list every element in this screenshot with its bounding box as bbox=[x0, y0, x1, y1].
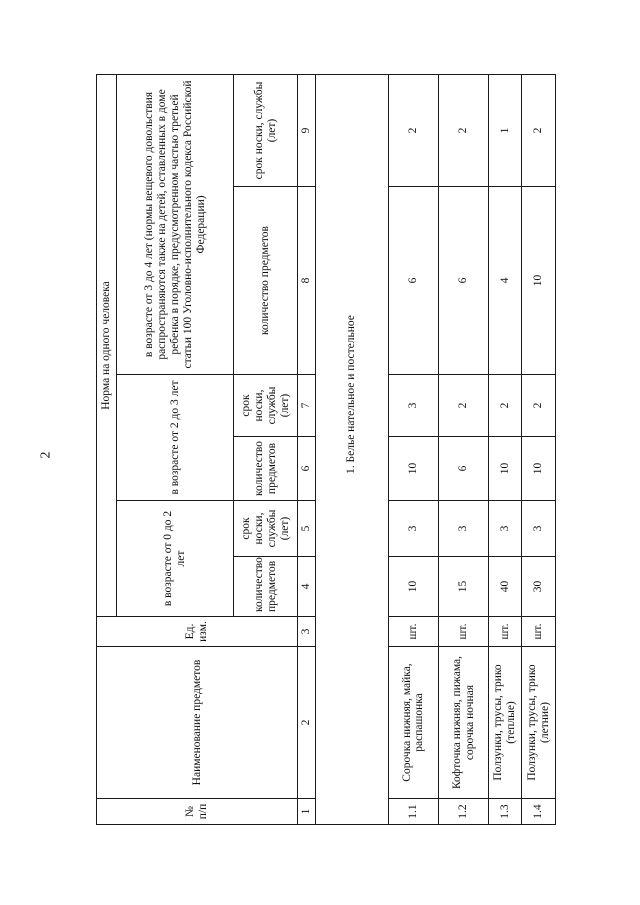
table-row bbox=[522, 74, 556, 824]
age-group-3-4: в возрасте от 3 до 4 лет (нормы вещевого довольствия распространяются также на детей, оставленных в доме ребенка в порядке, предусмотренном частью третьей статьи 100 Уголовно-исполнительного кодекса Российской Федерации) bbox=[116, 74, 234, 374]
row-num: 1.2 bbox=[439, 799, 489, 825]
column-number: 5 bbox=[298, 501, 315, 557]
age-group-0-2: в возрасте от 0 до 2 лет bbox=[116, 501, 234, 617]
row-term-1: 3 bbox=[489, 501, 522, 557]
row-qty-1: 30 bbox=[522, 557, 556, 617]
row-unit: шт. bbox=[439, 617, 489, 647]
row-term-3: 2 bbox=[388, 74, 438, 186]
row-unit: шт. bbox=[522, 617, 556, 647]
row-term-1: 3 bbox=[388, 501, 438, 557]
clothing-norms-table bbox=[96, 74, 556, 825]
header-norm: Норма на одного человека bbox=[97, 74, 117, 616]
header-row-1 bbox=[97, 74, 117, 824]
section-title: 1. Белье нательное и постельное bbox=[315, 74, 388, 824]
row-term-1: 3 bbox=[522, 501, 556, 557]
row-qty-2: 10 bbox=[489, 437, 522, 501]
row-qty-3: 4 bbox=[489, 187, 522, 375]
row-qty-1: 40 bbox=[489, 557, 522, 617]
qty-header-3: количество предметов bbox=[234, 187, 298, 375]
row-name: Ползунки, трусы, трико (летние) bbox=[522, 647, 556, 799]
column-number: 3 bbox=[298, 617, 315, 647]
column-number: 9 bbox=[298, 74, 315, 186]
column-number: 1 bbox=[298, 799, 315, 825]
row-qty-3: 6 bbox=[388, 187, 438, 375]
column-number-row bbox=[298, 74, 315, 824]
term-header-3: срок носки, службы (лет) bbox=[234, 74, 298, 186]
qty-header-1: количество предметов bbox=[234, 557, 298, 617]
column-number: 8 bbox=[298, 187, 315, 375]
row-qty-1: 10 bbox=[388, 557, 438, 617]
header-num: № п/п bbox=[97, 799, 298, 825]
row-num: 1.4 bbox=[522, 799, 556, 825]
column-number: 4 bbox=[298, 557, 315, 617]
age-group-2-3: в возрасте от 2 до 3 лет bbox=[116, 375, 234, 501]
column-number: 7 bbox=[298, 375, 315, 437]
row-term-2: 2 bbox=[489, 375, 522, 437]
row-name: Сорочка нижняя, майка, распашонка bbox=[388, 647, 438, 799]
term-header-2: срок носки, службы (лет) bbox=[234, 375, 298, 437]
row-name: Ползунки, трусы, трико (теплые) bbox=[489, 647, 522, 799]
row-term-2: 2 bbox=[439, 375, 489, 437]
rotated-landscape-page bbox=[96, 75, 556, 825]
row-term-2: 2 bbox=[522, 375, 556, 437]
qty-header-2: количество предметов bbox=[234, 437, 298, 501]
row-term-2: 3 bbox=[388, 375, 438, 437]
table-row bbox=[489, 74, 522, 824]
row-term-3: 2 bbox=[522, 74, 556, 186]
table-row bbox=[388, 74, 438, 824]
row-term-3: 2 bbox=[439, 74, 489, 186]
row-qty-3: 10 bbox=[522, 187, 556, 375]
column-number: 6 bbox=[298, 437, 315, 501]
row-qty-2: 10 bbox=[522, 437, 556, 501]
row-unit: шт. bbox=[388, 617, 438, 647]
row-term-1: 3 bbox=[439, 501, 489, 557]
term-header-1: срок носки, службы (лет) bbox=[234, 501, 298, 557]
row-qty-2: 6 bbox=[439, 437, 489, 501]
header-unit: Ед. изм. bbox=[97, 617, 298, 647]
row-name: Кофточка нижняя, пижама, сорочка ночная bbox=[439, 647, 489, 799]
table-row bbox=[439, 74, 489, 824]
header-name: Наименование предметов bbox=[97, 647, 298, 799]
column-number: 2 bbox=[298, 647, 315, 799]
row-qty-3: 6 bbox=[439, 187, 489, 375]
row-num: 1.1 bbox=[388, 799, 438, 825]
row-num: 1.3 bbox=[489, 799, 522, 825]
page-number: 2 bbox=[38, 451, 54, 459]
row-qty-1: 15 bbox=[439, 557, 489, 617]
section-row bbox=[315, 74, 388, 824]
table-frame bbox=[96, 75, 556, 825]
row-unit: шт. bbox=[489, 617, 522, 647]
row-qty-2: 10 bbox=[388, 437, 438, 501]
row-term-3: 1 bbox=[489, 74, 522, 186]
